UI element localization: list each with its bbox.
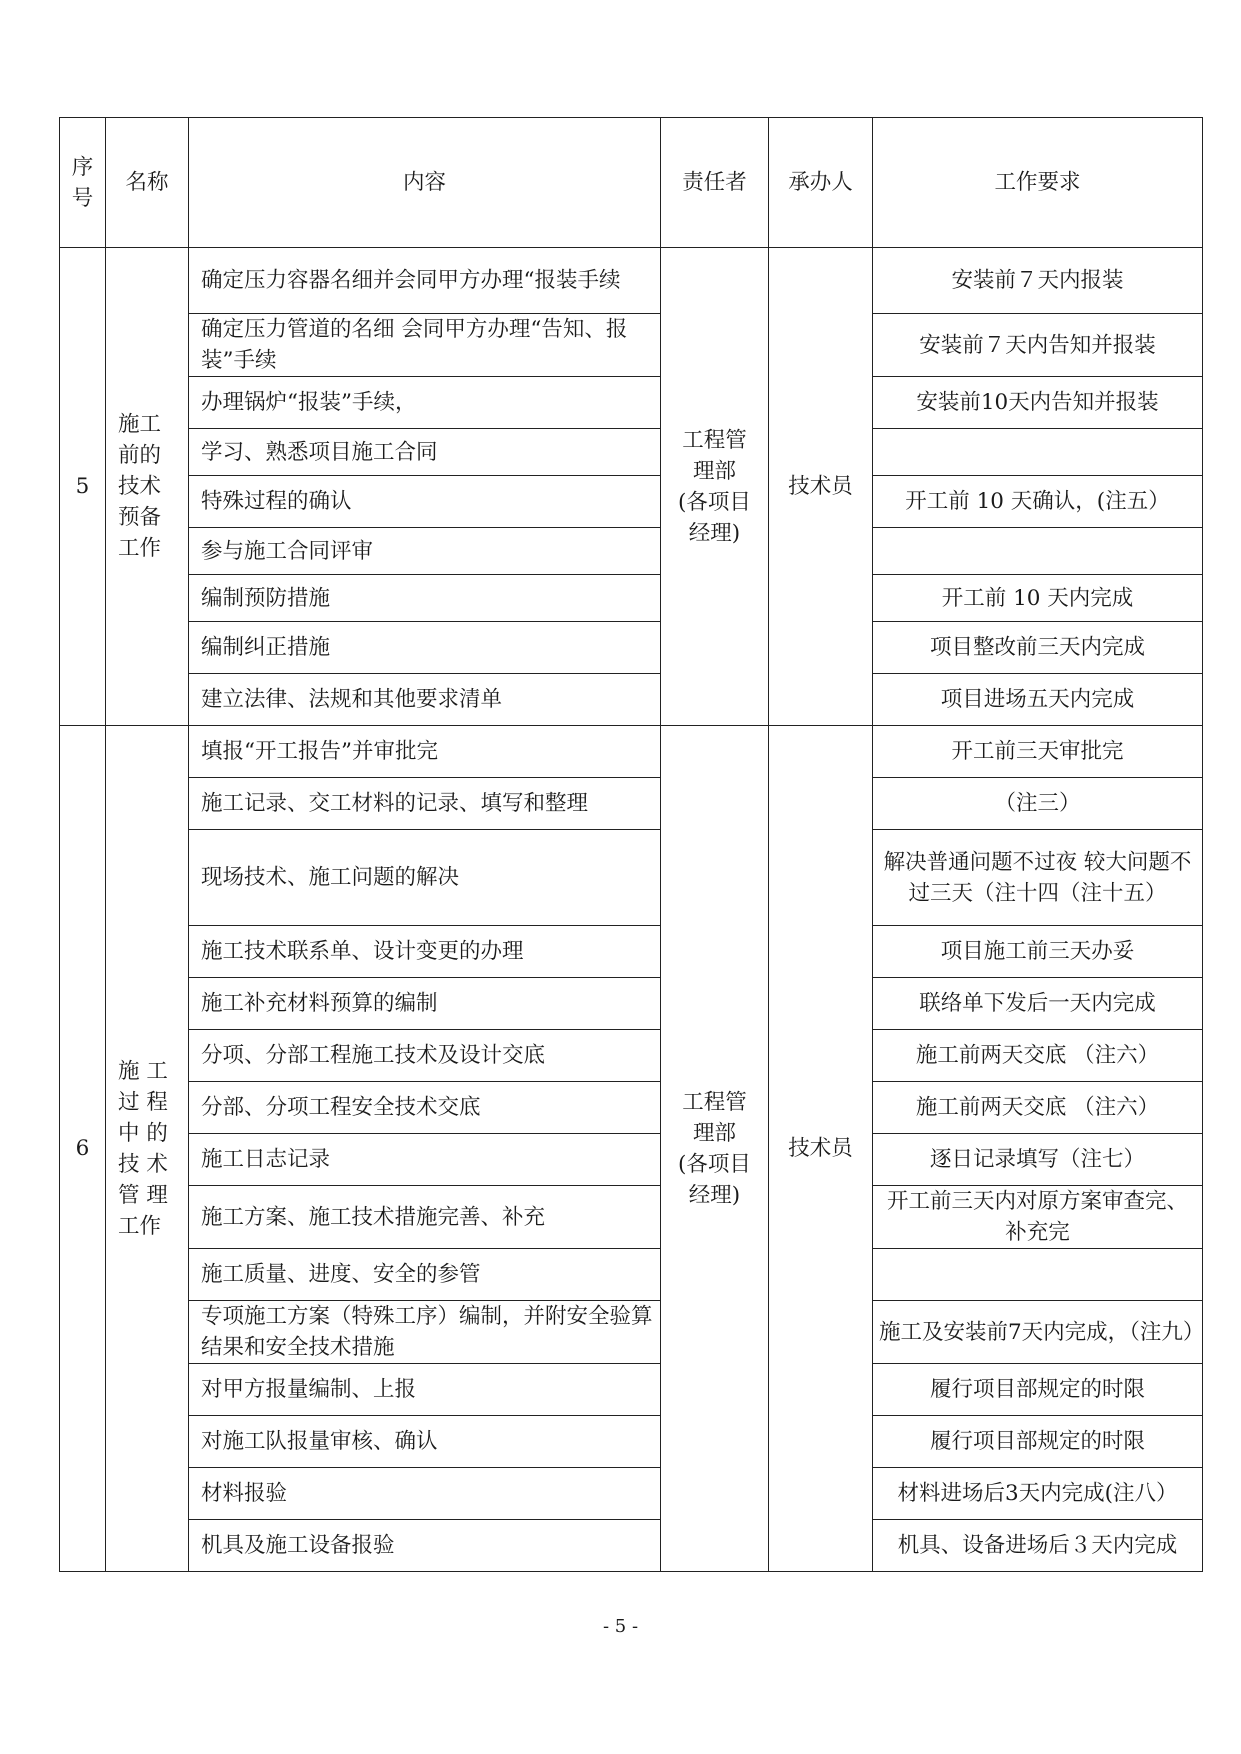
table-row — [60, 830, 1203, 926]
header-responsible: 责任者 — [661, 118, 769, 248]
content-cell: 对甲方报量编制、上报 — [189, 1364, 661, 1416]
section-name — [106, 248, 189, 726]
table-row — [60, 726, 1203, 778]
responsible-cell — [661, 726, 769, 1572]
content-cell: 施工方案、施工技术措施完善、补充 — [189, 1186, 661, 1249]
page-number: - 5 - — [602, 1616, 639, 1637]
requirement-cell: 解决普通问题不过夜 较大问题不过三天（注十四（注十五） — [873, 830, 1203, 926]
header-no-text: 序号 — [71, 154, 94, 211]
table-row — [60, 314, 1203, 377]
handler-cell: 技术员 — [769, 248, 873, 726]
table-row — [60, 622, 1203, 674]
content-cell: 填报“开工报告”并审批完 — [189, 726, 661, 778]
section-name-line: 过 程 — [118, 1089, 168, 1115]
table-row — [60, 926, 1203, 978]
header-content: 内容 — [189, 118, 661, 248]
requirement-cell: 开工前三天审批完 — [873, 726, 1203, 778]
table-row — [60, 1301, 1203, 1364]
requirement-cell: 施工前两天交底 （注六） — [873, 1030, 1203, 1082]
responsible-line: 理部 — [692, 1120, 736, 1146]
content-cell: 确定压力管道的名细 会同甲方办理“告知、报装”手续 — [189, 314, 661, 377]
responsible-line: (各项目 — [678, 1151, 751, 1177]
requirement-cell: 履行项目部规定的时限 — [873, 1364, 1203, 1416]
content-cell: 编制纠正措施 — [189, 622, 661, 674]
responsible-line: 工程管 — [682, 427, 747, 453]
requirement-cell: 机具、设备进场后３天内完成 — [873, 1520, 1203, 1572]
requirement-cell: 项目施工前三天办妥 — [873, 926, 1203, 978]
section-5 — [60, 248, 1203, 726]
content-cell: 施工补充材料预算的编制 — [189, 978, 661, 1030]
requirement-cell: 施工前两天交底 （注六） — [873, 1082, 1203, 1134]
header-handler: 承办人 — [769, 118, 873, 248]
header-requirement: 工作要求 — [873, 118, 1203, 248]
content-cell: 编制预防措施 — [189, 575, 661, 622]
requirement-cell: 项目整改前三天内完成 — [873, 622, 1203, 674]
table-row — [60, 778, 1203, 830]
content-cell: 特殊过程的确认 — [189, 476, 661, 528]
section-6 — [60, 726, 1203, 1572]
table-row — [60, 1520, 1203, 1572]
section-name-line: 前的 — [118, 443, 162, 468]
table-row — [60, 1249, 1203, 1301]
table-row — [60, 528, 1203, 575]
section-number: 6 — [60, 726, 106, 1572]
requirement-cell — [873, 1249, 1203, 1301]
requirement-cell: 开工前 10 天内完成 — [873, 575, 1203, 622]
section-name-line: 管 理 — [118, 1182, 168, 1208]
header-no — [60, 118, 106, 248]
requirement-cell: 联络单下发后一天内完成 — [873, 978, 1203, 1030]
content-cell: 参与施工合同评审 — [189, 528, 661, 575]
content-cell: 办理锅炉“报装”手续， — [189, 377, 661, 429]
responsible-line: 经理) — [688, 1182, 741, 1208]
content-cell: 材料报验 — [189, 1468, 661, 1520]
section-name-line: 技术 — [118, 474, 162, 499]
requirement-cell: （注三） — [873, 778, 1203, 830]
requirement-cell: 开工前 10 天确认，(注五） — [873, 476, 1203, 528]
content-cell: 施工日志记录 — [189, 1134, 661, 1186]
header-row — [60, 118, 1203, 248]
table-row — [60, 476, 1203, 528]
content-cell: 分项、分部工程施工技术及设计交底 — [189, 1030, 661, 1082]
section-name-line: 技 术 — [118, 1151, 168, 1177]
table-row — [60, 1134, 1203, 1186]
requirement-cell: 开工前三天内对原方案审查完、补充完 — [873, 1186, 1203, 1249]
responsible-line: 经理) — [688, 520, 741, 546]
table-row — [60, 429, 1203, 476]
content-cell: 建立法律、法规和其他要求清单 — [189, 674, 661, 726]
requirement-cell — [873, 528, 1203, 575]
table-row — [60, 1416, 1203, 1468]
table-row — [60, 674, 1203, 726]
section-name-line: 中 的 — [118, 1120, 168, 1146]
content-cell: 学习、熟悉项目施工合同 — [189, 429, 661, 476]
requirement-cell: 逐日记录填写（注七） — [873, 1134, 1203, 1186]
table-row — [60, 377, 1203, 429]
content-cell: 专项施工方案（特殊工序）编制，并附安全验算结果和安全技术措施 — [189, 1301, 661, 1364]
responsible-cell — [661, 248, 769, 726]
content-cell: 机具及施工设备报验 — [189, 1520, 661, 1572]
requirement-cell — [873, 429, 1203, 476]
content-cell: 确定压力容器名细并会同甲方办理“报装手续 — [189, 248, 661, 314]
table-row — [60, 1468, 1203, 1520]
requirement-cell: 安装前10天内告知并报装 — [873, 377, 1203, 429]
content-cell: 施工记录、交工材料的记录、填写和整理 — [189, 778, 661, 830]
table-row — [60, 248, 1203, 314]
handler-cell: 技术员 — [769, 726, 873, 1572]
content-cell: 现场技术、施工问题的解决 — [189, 830, 661, 926]
requirement-cell: 安装前７天内告知并报装 — [873, 314, 1203, 377]
section-name-line: 工作 — [118, 536, 162, 561]
section-name — [106, 726, 189, 1572]
responsible-line: (各项目 — [678, 489, 751, 515]
content-cell: 施工质量、进度、安全的参管 — [189, 1249, 661, 1301]
section-name-line: 施 工 — [118, 1058, 168, 1084]
requirement-cell: 材料进场后3天内完成(注八） — [873, 1468, 1203, 1520]
responsible-line: 工程管 — [682, 1089, 747, 1115]
requirement-cell: 安装前７天内报装 — [873, 248, 1203, 314]
table-row — [60, 1082, 1203, 1134]
section-number: 5 — [60, 248, 106, 726]
work-table — [59, 117, 1203, 1572]
table-row — [60, 1364, 1203, 1416]
header-name: 名称 — [106, 118, 189, 248]
table-row — [60, 1030, 1203, 1082]
requirement-cell: 施工及安装前7天内完成，（注九） — [873, 1301, 1203, 1364]
table-row — [60, 1186, 1203, 1249]
table-row — [60, 575, 1203, 622]
content-cell: 对施工队报量审核、确认 — [189, 1416, 661, 1468]
content-cell: 分部、分项工程安全技术交底 — [189, 1082, 661, 1134]
requirement-cell: 履行项目部规定的时限 — [873, 1416, 1203, 1468]
content-cell: 施工技术联系单、设计变更的办理 — [189, 926, 661, 978]
section-name-line: 施工 — [118, 412, 162, 437]
section-name-line: 预备 — [118, 505, 162, 530]
responsible-line: 理部 — [692, 458, 736, 484]
section-name-line: 工作 — [118, 1213, 162, 1239]
table-row — [60, 978, 1203, 1030]
requirement-cell: 项目进场五天内完成 — [873, 674, 1203, 726]
